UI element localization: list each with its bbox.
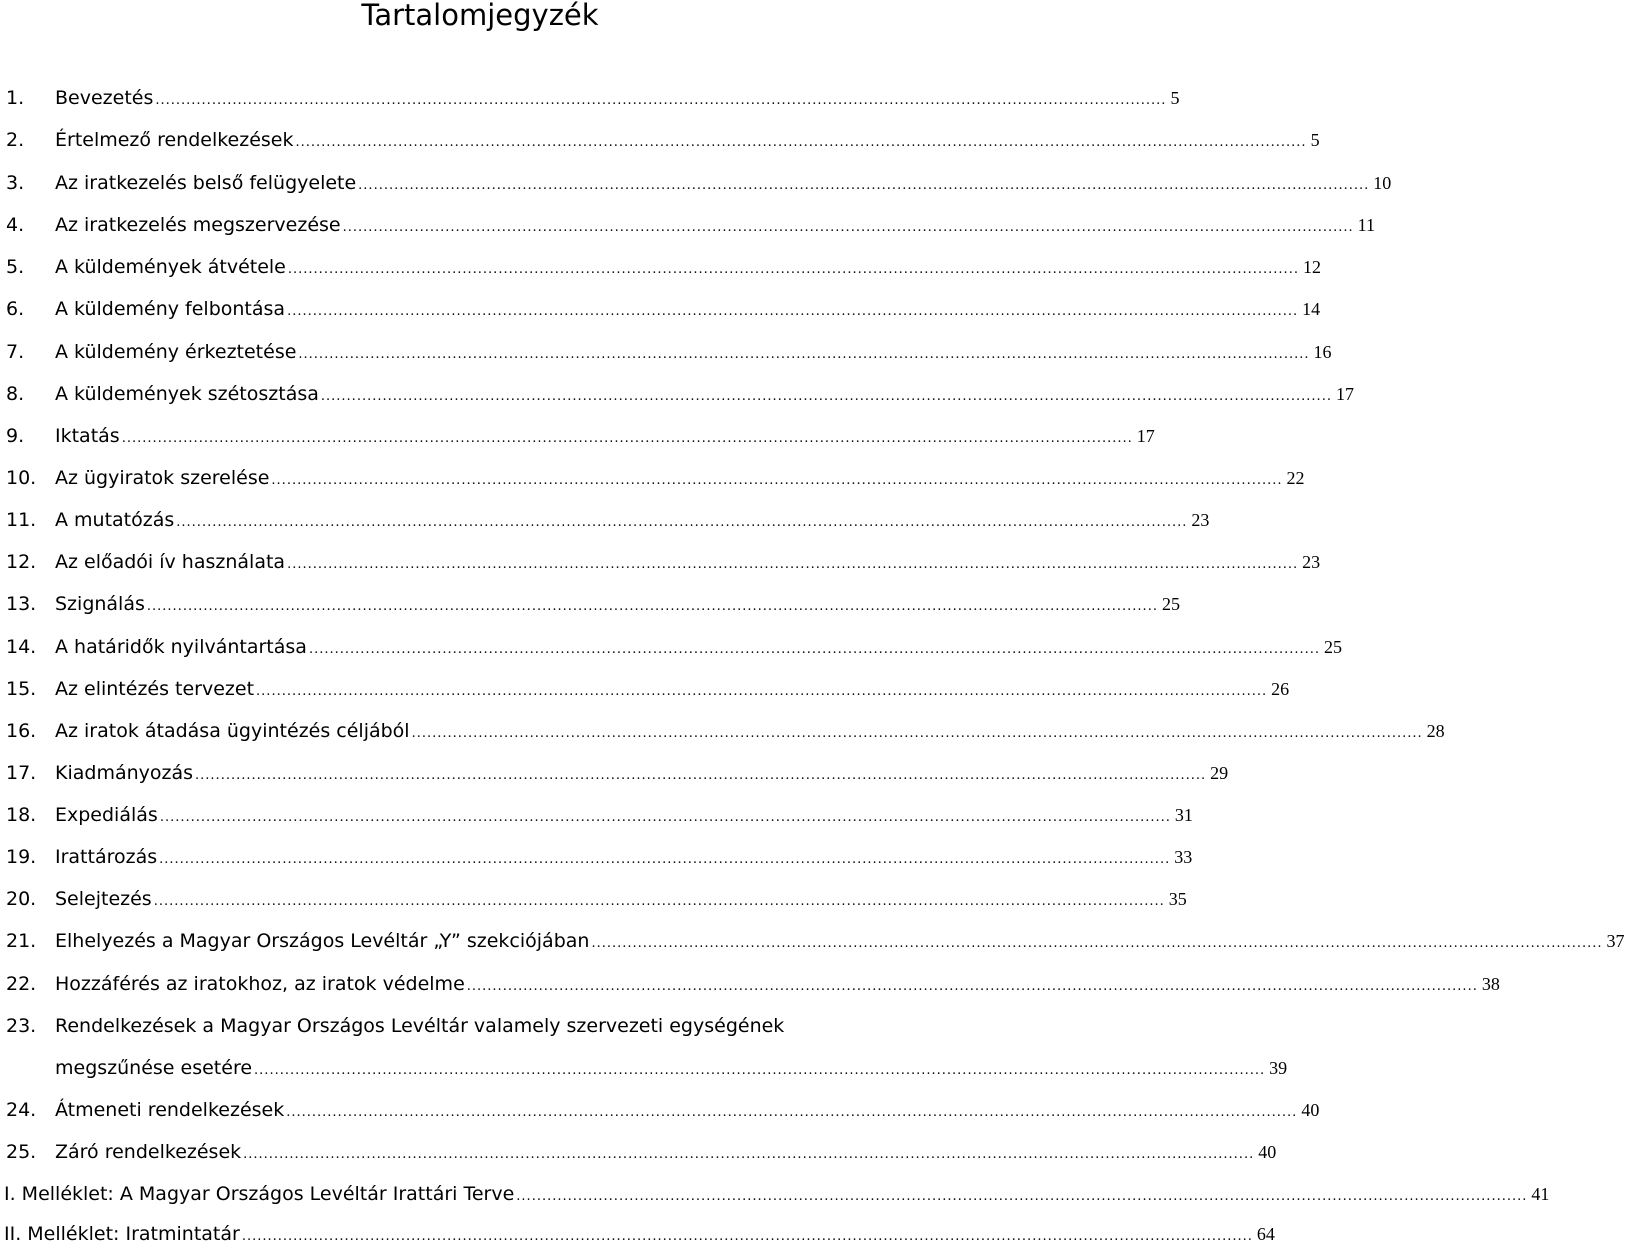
toc-entry-label: Átmeneti rendelkezések: [55, 1099, 285, 1121]
toc-leader-dots: .....................................................................................................................................................................................................: [243, 1147, 1255, 1162]
toc-entry-page: 40: [1258, 1142, 1277, 1162]
toc-entry-number: 1.: [6, 87, 25, 109]
toc-entry-page: 23: [1191, 510, 1210, 530]
toc-entry-page: 5: [1310, 130, 1320, 150]
toc-entry-number: 20.: [6, 888, 37, 910]
toc-entry-page: 23: [1302, 552, 1321, 572]
toc-entry-number: 23.: [6, 1015, 37, 1037]
toc-annex-entry[interactable]: [4, 1180, 1550, 1208]
toc-entry[interactable]: [6, 927, 1625, 955]
toc-entry-number: 12.: [6, 551, 37, 573]
toc-entry-label: A mutatózás: [55, 509, 175, 531]
toc-leader-dots: .....................................................................................................................................................................................................: [176, 515, 1188, 530]
toc-entry[interactable]: [6, 717, 1445, 745]
toc-entry-line2[interactable]: [6, 1054, 1288, 1082]
toc-leader-dots: .....................................................................................................................................................................................................: [411, 726, 1423, 741]
toc-entry-number: 13.: [6, 593, 37, 615]
toc-entry-number: 9.: [6, 425, 25, 447]
toc-leader-dots: .....................................................................................................................................................................................................: [195, 768, 1207, 783]
toc-entry-page: 25: [1161, 594, 1180, 614]
toc-entry[interactable]: [6, 84, 1180, 112]
toc-annex-label: II. Melléklet: Iratmintatár: [4, 1223, 240, 1245]
toc-entry-number: 7.: [6, 341, 25, 363]
toc-entry-page: 38: [1481, 974, 1500, 994]
toc-entry-label: Kiadmányozás: [55, 762, 194, 784]
toc-entry-label: Irattározás: [55, 846, 158, 868]
toc-entry[interactable]: [6, 211, 1376, 239]
toc-entry-page: 26: [1271, 679, 1290, 699]
toc-entry-number: 15.: [6, 678, 37, 700]
toc-leader-dots: .....................................................................................................................................................................................................: [308, 642, 1321, 657]
toc-entry-page: 5: [1170, 88, 1180, 108]
toc-leader-dots: .....................................................................................................................................................................................................: [298, 347, 1310, 362]
toc-entry-page: 11: [1357, 215, 1376, 235]
toc-leader-dots: .....................................................................................................................................................................................................: [286, 1105, 1298, 1120]
toc-entry-number: 10.: [6, 467, 37, 489]
toc-entry-label: A küldemény érkeztetése: [55, 341, 297, 363]
toc-entry-label: Az iratok átadása ügyintézés céljából: [55, 720, 410, 742]
toc-entry[interactable]: [6, 675, 1290, 703]
toc-entry-number: 16.: [6, 720, 37, 742]
toc-entry[interactable]: [6, 548, 1321, 576]
toc-leader-dots: .....................................................................................................................................................................................................: [254, 1063, 1266, 1078]
toc-entry-page: 16: [1313, 342, 1332, 362]
toc-entry-label: Az ügyiratok szerelése: [55, 467, 270, 489]
toc-entry-label: Elhelyezés a Magyar Országos Levéltár „Y” szekciójában: [55, 930, 590, 952]
toc-entry-number: 17.: [6, 762, 37, 784]
toc-entry-label: A küldemények átvétele: [55, 256, 286, 278]
toc-entry-number: 25.: [6, 1141, 37, 1163]
toc-entry-number: 19.: [6, 846, 37, 868]
toc-entry[interactable]: [6, 1096, 1320, 1124]
toc-entry-page: 35: [1168, 889, 1187, 909]
toc-entry[interactable]: [6, 169, 1392, 197]
toc-entry-label: A küldemények szétosztása: [55, 383, 319, 405]
toc-entry-label: Bevezetés: [55, 87, 154, 109]
toc-entry-label: Selejtezés: [55, 888, 152, 910]
toc-entry-label: Rendelkezések a Magyar Országos Levéltár valamely szervezeti egységének: [55, 1015, 785, 1037]
toc-leader-dots: .....................................................................................................................................................................................................: [153, 894, 1165, 909]
toc-entry-page: 37: [1606, 931, 1625, 951]
toc-entry-label: Szignálás: [55, 593, 145, 615]
toc-entry[interactable]: [6, 970, 1500, 998]
toc-leader-dots: .....................................................................................................................................................................................................: [516, 1189, 1528, 1204]
toc-entry[interactable]: [6, 506, 1210, 534]
page-title: Tartalomjegyzék: [361, 0, 599, 32]
toc-entry[interactable]: [6, 380, 1354, 408]
toc-entry-page: 29: [1210, 763, 1229, 783]
toc-entry-label: Az iratkezelés belső felügyelete: [55, 172, 357, 194]
toc-entry-number: 18.: [6, 804, 37, 826]
toc-entry-page: 17: [1136, 426, 1155, 446]
toc-leader-dots: .....................................................................................................................................................................................................: [146, 599, 1158, 614]
toc-leader-dots: .....................................................................................................................................................................................................: [159, 810, 1171, 825]
toc-entry-number: 8.: [6, 383, 25, 405]
toc-entry-number: 11.: [6, 509, 37, 531]
toc-entry-label: A határidők nyilvántartása: [55, 636, 307, 658]
toc-leader-dots: .....................................................................................................................................................................................................: [155, 93, 1167, 108]
toc-entry-page: 25: [1324, 637, 1343, 657]
toc-leader-dots: .....................................................................................................................................................................................................: [295, 135, 1307, 150]
toc-entry-page: 33: [1174, 847, 1193, 867]
toc-entry-label: A küldemény felbontása: [55, 298, 286, 320]
toc-entry[interactable]: [6, 1138, 1277, 1166]
toc-leader-dots: .....................................................................................................................................................................................................: [466, 979, 1478, 994]
toc-entry-number: 24.: [6, 1099, 37, 1121]
toc-leader-dots: .....................................................................................................................................................................................................: [271, 473, 1283, 488]
toc-entry-page: 28: [1426, 721, 1445, 741]
toc-leader-dots: .....................................................................................................................................................................................................: [320, 389, 1332, 404]
toc-annex-label: I. Melléklet: A Magyar Országos Levéltár Irattári Terve: [4, 1183, 515, 1205]
toc-entry[interactable]: [6, 338, 1332, 366]
toc-leader-dots: .....................................................................................................................................................................................................: [121, 431, 1133, 446]
toc-leader-dots: .....................................................................................................................................................................................................: [287, 557, 1299, 572]
toc-annex-entry[interactable]: [4, 1220, 1275, 1248]
toc-entry-number: 22.: [6, 973, 37, 995]
toc-leader-dots: .....................................................................................................................................................................................................: [241, 1229, 1253, 1244]
toc-entry[interactable]: [6, 885, 1187, 913]
toc-entry-number: 21.: [6, 930, 37, 952]
toc-entry[interactable]: [6, 464, 1305, 492]
toc-entry-line1[interactable]: [6, 1012, 784, 1040]
toc-leader-dots: .....................................................................................................................................................................................................: [591, 936, 1603, 951]
toc-entry-page: 31: [1174, 805, 1193, 825]
toc-entry-page: 41: [1531, 1184, 1550, 1204]
toc-leader-dots: .....................................................................................................................................................................................................: [287, 304, 1299, 319]
toc-leader-dots: .....................................................................................................................................................................................................: [159, 852, 1171, 867]
toc-entry-label: Értelmező rendelkezések: [55, 129, 294, 151]
toc-leader-dots: .....................................................................................................................................................................................................: [342, 220, 1354, 235]
toc-entry-label: Záró rendelkezések: [55, 1141, 242, 1163]
toc-entry-label: Expediálás: [55, 804, 158, 826]
toc-entry-page: 17: [1335, 384, 1354, 404]
toc-entry[interactable]: [6, 843, 1193, 871]
toc-entry-page: 14: [1302, 299, 1321, 319]
toc-entry-number: 2.: [6, 129, 25, 151]
toc-entry-number: 14.: [6, 636, 37, 658]
toc-entry-page: 12: [1302, 257, 1321, 277]
toc-entry-number: 6.: [6, 298, 25, 320]
toc-entry[interactable]: [6, 126, 1320, 154]
toc-entry-label: Az iratkezelés megszervezése: [55, 214, 341, 236]
toc-entry[interactable]: [6, 633, 1343, 661]
toc-entry-number: 3.: [6, 172, 25, 194]
toc-entry-label: Az előadói ív használata: [55, 551, 286, 573]
toc-entry[interactable]: [6, 422, 1155, 450]
toc-entry-page: 39: [1269, 1058, 1288, 1078]
toc-entry-page: 64: [1256, 1224, 1275, 1244]
toc-entry-number: 4.: [6, 214, 25, 236]
toc-entry-number: 5.: [6, 256, 25, 278]
toc-entry-label: Az elintézés tervezet: [55, 678, 255, 700]
toc-leader-dots: .....................................................................................................................................................................................................: [287, 262, 1299, 277]
toc-leader-dots: .....................................................................................................................................................................................................: [256, 684, 1268, 699]
toc-entry[interactable]: [6, 295, 1321, 323]
toc-entry-label: megszűnése esetére: [55, 1057, 253, 1079]
toc-entry-page: 10: [1373, 173, 1392, 193]
toc-entry-page: 40: [1301, 1100, 1320, 1120]
toc-entry[interactable]: [6, 759, 1229, 787]
toc-entry[interactable]: [6, 801, 1193, 829]
toc-entry-label: Iktatás: [55, 425, 120, 447]
toc-entry[interactable]: [6, 253, 1321, 281]
toc-entry-page: 22: [1286, 468, 1305, 488]
toc-entry[interactable]: [6, 590, 1180, 618]
toc-leader-dots: .....................................................................................................................................................................................................: [358, 178, 1370, 193]
toc-entry-label: Hozzáférés az iratokhoz, az iratok védelme: [55, 973, 465, 995]
